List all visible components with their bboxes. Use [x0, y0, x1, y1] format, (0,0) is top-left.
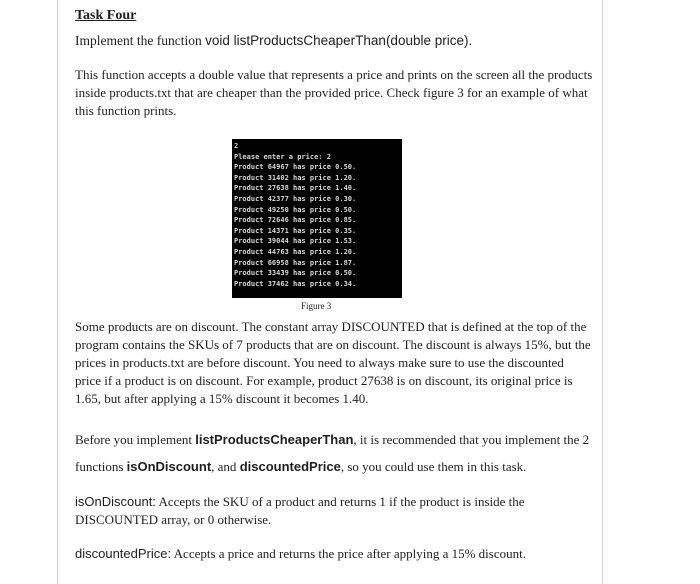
description-paragraph: This function accepts a double value that represents a price and prints on the screen all the products inside products.txt that are cheaper than the provided price. Check figure 3 for an example of what this function prints. — [75, 67, 593, 118]
page-border-right — [602, 0, 603, 584]
page-border-left — [57, 0, 58, 584]
task-title: Task Four — [75, 8, 137, 23]
console-line: Product 64967 has price 0.50. — [234, 163, 357, 172]
text-run: Before you implement — [75, 432, 196, 447]
function-label: discountedPrice: — [75, 546, 172, 561]
discount-paragraph: Some products are on discount. The constant array DISCOUNTED that is defined at the top of the program contains the SKUs of 7 products that are on discount. The discount is always 15%, but the prices in products.txt are before discount. You need to always make sure to use the discounted price if a product is on discount. For example, product 27638 is on discount, its original price is 1.65, but after applying a 15% discount it becomes 1.40. — [75, 319, 591, 406]
text-run: , so you could use them in this task. — [340, 459, 527, 474]
is-on-discount-description — [75, 493, 593, 529]
task-subtitle — [75, 33, 472, 49]
console-line: Product 33439 has price 0.50. — [234, 269, 357, 278]
discounted-price-description — [75, 545, 593, 563]
figure-caption: Figure 3 — [301, 301, 332, 311]
console-line: Product 27638 has price 1.40. — [234, 184, 357, 193]
function-name-is-on-discount: isOnDiscount — [126, 459, 212, 474]
console-line: Product 44763 has price 1.20. — [234, 247, 357, 256]
text-run: Accepts the SKU of a product and returns 1 if the product is inside the DISCOUNTED array, or 0 otherwise. — [75, 494, 525, 527]
task-intro: Implement the function — [75, 33, 206, 48]
console-line: Please enter a price: 2 — [234, 152, 331, 161]
function-label: isOnDiscount: — [75, 494, 156, 509]
console-line: Product 42377 has price 0.30. — [234, 194, 357, 203]
function-name-discounted-price: discountedPrice — [239, 459, 341, 474]
console-line: 2 — [234, 142, 239, 150]
console-line: Product 37462 has price 0.34. — [234, 279, 357, 288]
console-line: Product 31402 has price 1.20. — [234, 173, 357, 182]
function-signature: void listProductsCheaperThan(double price). — [205, 33, 473, 48]
console-line: Product 72646 has price 0.85. — [234, 216, 357, 225]
console-output-figure — [232, 139, 402, 298]
text-run: Accepts a price and returns the price after applying a 15% discount. — [171, 546, 526, 561]
recommendation-paragraph — [75, 426, 593, 480]
console-line: Product 39044 has price 1.53. — [234, 237, 357, 246]
console-line: Product 49250 has price 0.50. — [234, 205, 357, 214]
text-run: , it is recommended that you implement the 2 functions — [75, 432, 590, 474]
console-line: Product 66958 has price 1.87. — [234, 258, 357, 267]
text-run: , and — [211, 459, 240, 474]
console-line: Product 14371 has price 0.35. — [234, 226, 357, 235]
function-name-main: listProductsCheaperThan — [195, 432, 354, 447]
